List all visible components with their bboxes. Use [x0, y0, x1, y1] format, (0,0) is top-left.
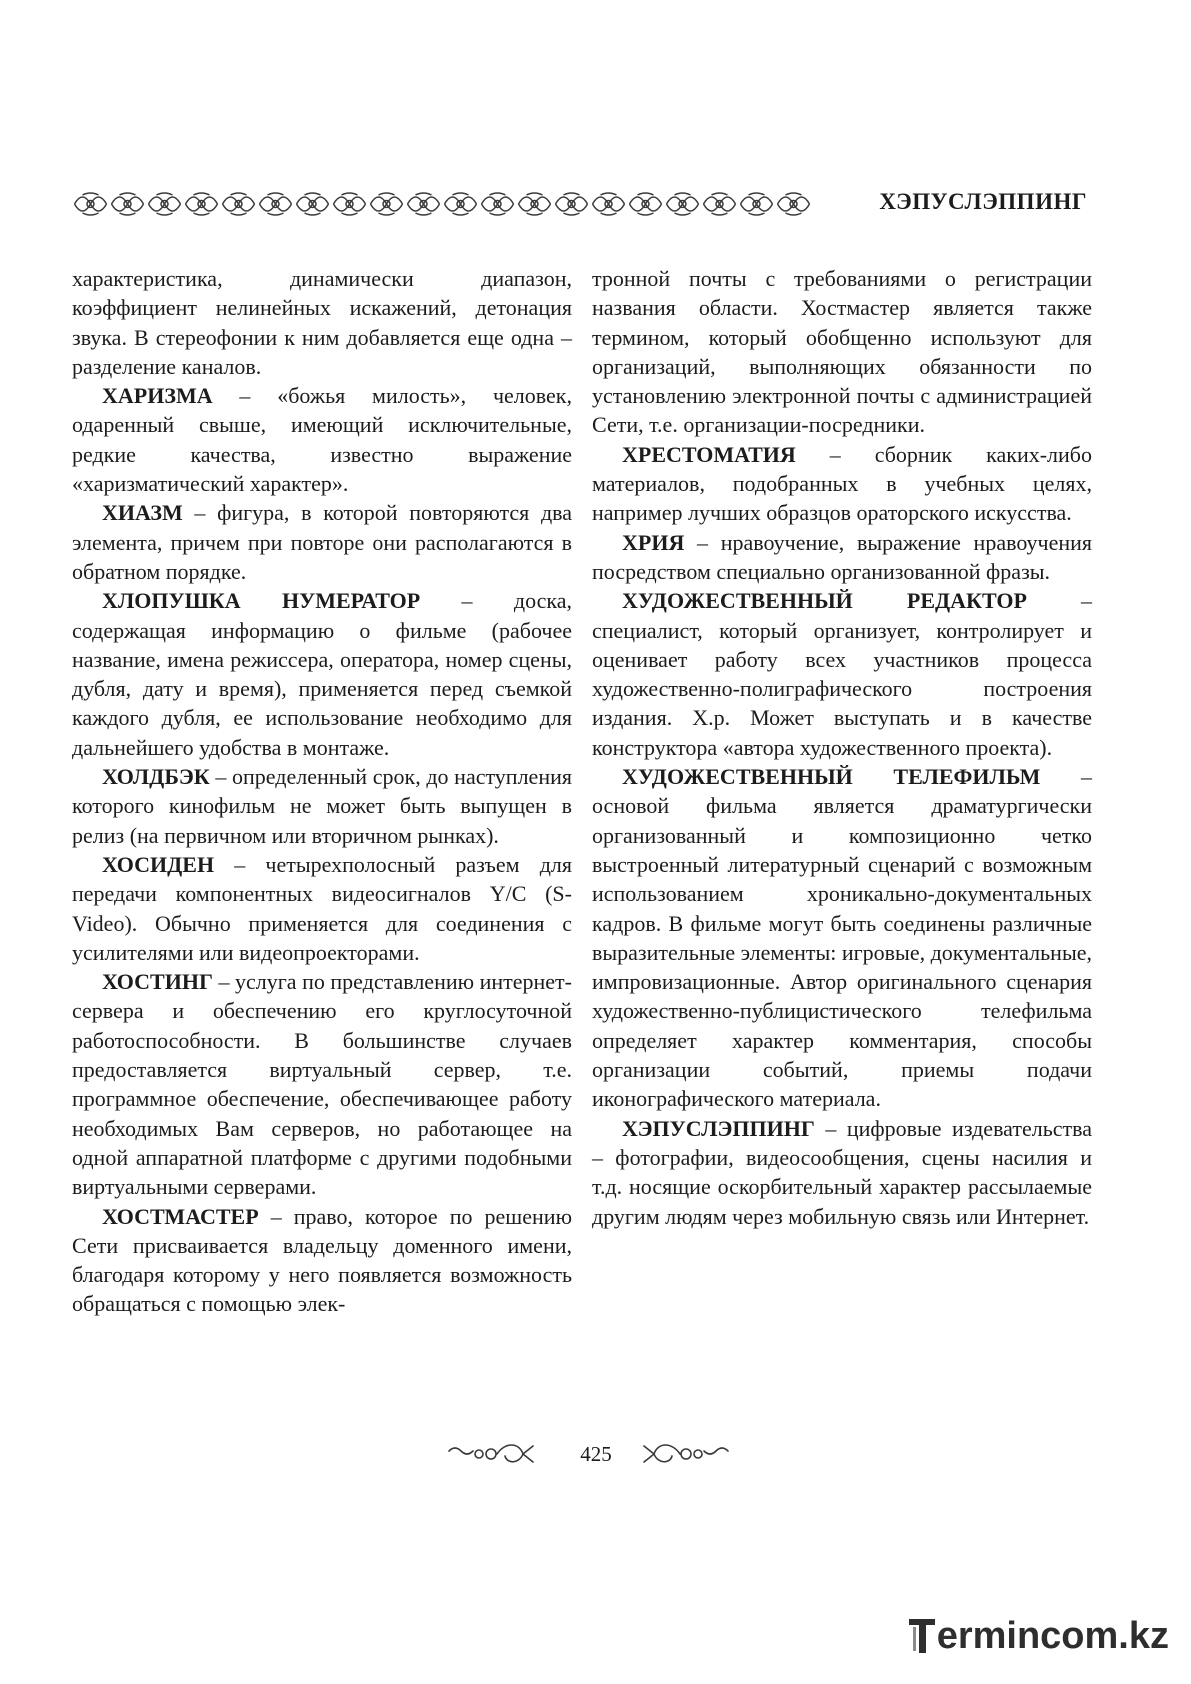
- ornament-motif: [445, 193, 477, 215]
- entry-definition: – специалист, который организует, контролирует и оценивает работу всех участников процесса художественно-полиграфического построения издания. Х.р. Может выступать и в качестве конструктора «автора художественного проекта).: [592, 588, 1092, 760]
- entry-term: ХРИЯ: [622, 529, 685, 555]
- entry-term: ХЭПУСЛЭППИНГ: [622, 1115, 815, 1141]
- watermark-t-glyph-icon: [909, 1617, 935, 1655]
- ornament-motif: [519, 193, 551, 215]
- ornament-motif: [186, 193, 218, 215]
- entry-term: ХОЛДБЭК: [102, 764, 210, 790]
- entry-term: ХУДОЖЕСТВЕННЫЙ РЕДАКТОР: [622, 588, 1027, 614]
- ornament-motif: [704, 193, 736, 215]
- entry-term: ХАРИЗМА: [102, 383, 213, 409]
- ornament-motif: [334, 193, 366, 215]
- entry-definition: – четырехполосный разъем для передачи компонентных видеосигналов Y/C (S-Video). Обычно применяется для соединения с усилителями или видеопроекторами.: [72, 851, 572, 965]
- entry-term: ХОСИДЕН: [102, 851, 215, 877]
- entry-definition: – определенный срок, до наступления которого кинофильм не может быть выпущен в релиз (на первичном или вторичном рынках).: [72, 764, 572, 848]
- entry-hosting: [72, 967, 572, 1201]
- ornament-motif: [741, 193, 773, 215]
- ornament-motif: [223, 193, 255, 215]
- watermark-text: ermincom.kz: [936, 1614, 1169, 1657]
- ornament-motif: [149, 193, 181, 215]
- entry-hiazm: [72, 498, 572, 586]
- entry-definition: – фигура, в которой повторяются два элемента, причем при повторе они располагаются в обратном порядке.: [72, 500, 572, 584]
- entry-definition: – «божья милость», человек, одаренный свыше, имеющий исключительные, редкие качества, известно выражение «харизматический характер».: [72, 383, 572, 497]
- right-column: [592, 264, 1092, 1231]
- entry-definition: – услуга по представлению интернет-сервера и обеспечению его круглосуточной работоспособности. В большинстве случаев предоставляется виртуальный сервер, т.е. программное обеспечение, обеспечивающее работу необходимых Вам серверов, но работающее на одной аппаратной платформе с другими подобными виртуальными серверами.: [72, 969, 572, 1200]
- entry-hrestomatiya: [592, 440, 1092, 528]
- left-column: [72, 264, 572, 1319]
- ornament-motif: [556, 193, 588, 215]
- entry-term: ХОСТМАСТЕР: [102, 1203, 259, 1229]
- ornament-motif: [297, 193, 329, 215]
- continuation-text: тронной почты с требованиями о регистрации названия области. Хостмастер является также термином, который обобщенно используют для организаций, выполняющих обязанности по установлению электронной почты с администрацией Сети, т.е. организации-посредники.: [592, 266, 1092, 438]
- page-header: [72, 186, 1087, 224]
- entry-definition: – цифровые издевательства – фотографии, видеосообщения, сцены насилия и т.д. носящие оскорбительный характер рассылаемые другим людям через мобильную связь или Интернет.: [592, 1115, 1092, 1229]
- ornament-motif: [482, 193, 514, 215]
- entry-term: ХУДОЖЕСТВЕННЫЙ ТЕЛЕФИЛЬМ: [622, 764, 1041, 790]
- entry-hepusleping: [592, 1114, 1092, 1231]
- flourish-right-icon: [640, 1441, 730, 1467]
- entry-hostmaster: [72, 1202, 572, 1319]
- page-footer: [0, 1438, 1191, 1474]
- entry-term: ХЛОПУШКА НУМЕРАТОР: [102, 588, 421, 614]
- entry-term: ХОСТИНГ: [102, 969, 213, 995]
- continuation-text: характеристика, динамически диапазон, коэффициент нелинейных искажений, детонация звука. В стереофонии к ним добавляется еще одна – разделение каналов.: [72, 266, 572, 379]
- ornament-motif: [371, 193, 403, 215]
- entry-hud-telefilm: [592, 762, 1092, 1114]
- ornament-motif: [75, 193, 107, 215]
- ornament-band: [72, 189, 812, 219]
- entry-term: ХИАЗМ: [102, 500, 183, 526]
- watermark-logo: [909, 1614, 1169, 1658]
- ornament-motif: [260, 193, 292, 215]
- entry-hlopushka: [72, 586, 572, 762]
- ornament-motif: [778, 193, 810, 215]
- entry-definition: – нравоучение, выражение нравоучения посредством специально организованной фразы.: [592, 529, 1092, 584]
- entry-hosiden: [72, 850, 572, 967]
- ornament-motif: [630, 193, 662, 215]
- entry-harizma: [72, 381, 572, 498]
- entry-definition: – основой фильма является драматургически организованный и композиционно четко выстроенный литературный сценарий с возможным использованием хроникально-документальных кадров. В фильме могут быть соединены различные выразительные элементы: игровые, документальные, импровизационные. Автор оригинального сценария художественно-публицистического телефильма определяет характер комментария, способы организации событий, приемы подачи иконографического материала.: [592, 764, 1093, 1112]
- ornament-motif: [667, 193, 699, 215]
- ornament-motif: [408, 193, 440, 215]
- page-number: 425: [580, 1442, 612, 1466]
- entry-hriya: [592, 528, 1092, 587]
- ornament-motif: [112, 193, 144, 215]
- entry-definition: – доска, содержащая информацию о фильме (рабочее название, имена режиссера, оператора, номер сцены, дубля, дату и время), применяется перед съемкой каждого дубля, ее использование необходимо для дальнейшего удобства в монтаже.: [72, 588, 572, 760]
- running-head: ХЭПУСЛЭППИНГ: [879, 189, 1087, 214]
- entry-holdbek: [72, 762, 572, 850]
- entry-hud-redaktor: [592, 586, 1092, 762]
- entry-term: ХРЕСТОМАТИЯ: [622, 441, 796, 467]
- entry-definition: – право, которое по решению Сети присваивается владельцу доменного имени, благодаря которому у него появляется возможность обращаться с помощью элек-: [72, 1203, 572, 1317]
- flourish-left-icon: [447, 1441, 537, 1467]
- entry-definition: – сборник каких-либо материалов, подобранных в учебных целях, например лучших образцов ораторского искусства.: [592, 441, 1092, 526]
- ornament-motif: [593, 193, 625, 215]
